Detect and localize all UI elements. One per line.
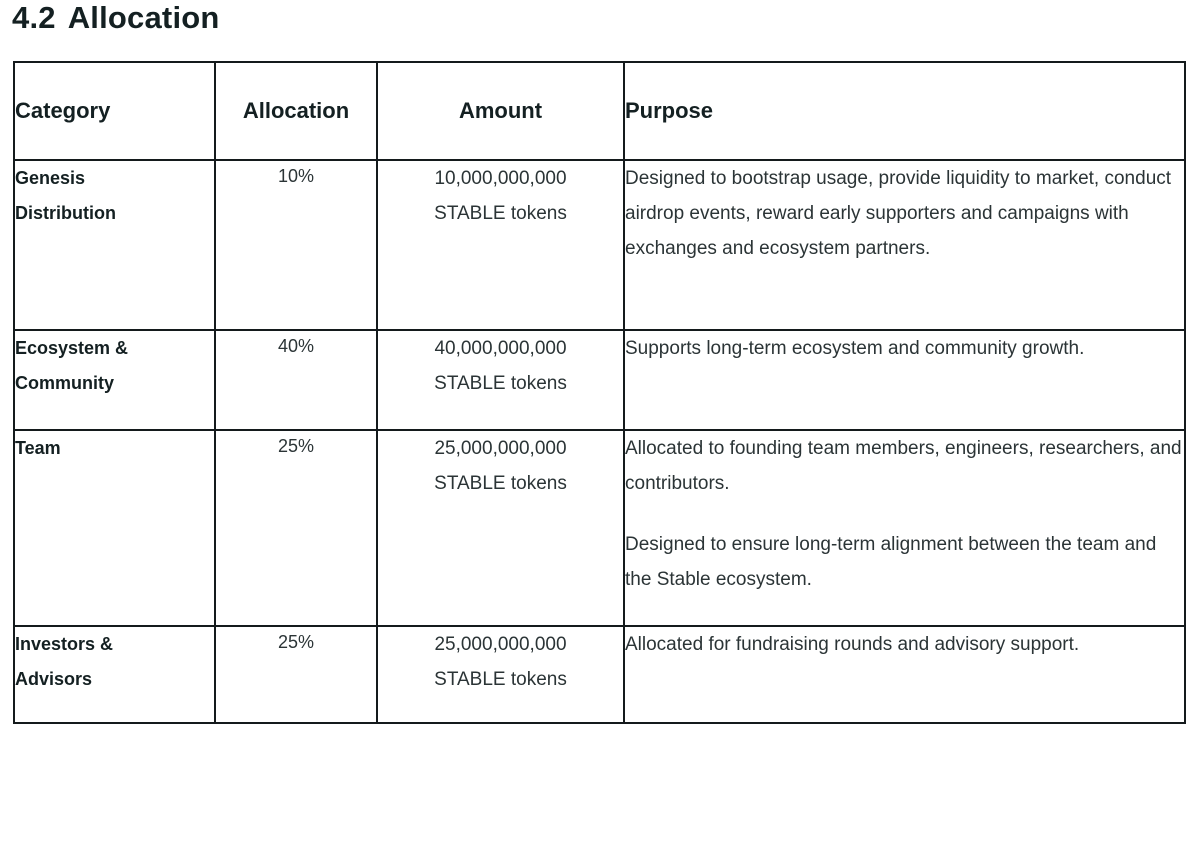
- category-line: Investors &: [15, 634, 114, 654]
- amount-value: 10,000,000,000: [434, 168, 567, 189]
- amount-value: 25,000,000,000: [434, 438, 567, 459]
- purpose-paragraph: Supports long-term ecosystem and community growth.: [625, 338, 1085, 359]
- amount-unit: STABLE tokens: [434, 473, 567, 494]
- header-purpose: Purpose: [624, 62, 1185, 160]
- amount-value: 25,000,000,000: [434, 634, 567, 655]
- table-header-row: [14, 62, 1185, 160]
- purpose-cell: [624, 430, 1185, 626]
- table-row: [14, 160, 1185, 330]
- purpose-paragraph: Allocated for fundraising rounds and advisory support.: [625, 634, 1080, 655]
- category-line: Ecosystem &: [15, 338, 129, 358]
- allocation-cell: 25%: [215, 626, 377, 723]
- amount-unit: STABLE tokens: [434, 203, 567, 224]
- header-amount: Amount: [377, 62, 624, 160]
- amount-value: 40,000,000,000: [434, 338, 567, 359]
- table-row: [14, 430, 1185, 626]
- category-cell: [14, 626, 215, 723]
- category-cell: [14, 330, 215, 430]
- purpose-cell: [624, 330, 1185, 430]
- amount-cell: [377, 430, 624, 626]
- purpose-paragraph: Designed to bootstrap usage, provide liquidity to market, conduct airdrop events, reward early supporters and campaigns with exchanges and ecosystem partners.: [625, 168, 1172, 259]
- section-number: 4.2: [12, 0, 56, 35]
- category-line: Team: [15, 438, 61, 458]
- amount-cell: [377, 330, 624, 430]
- category-line: Distribution: [15, 203, 116, 223]
- table-row: [14, 330, 1185, 430]
- category-cell: [14, 160, 215, 330]
- category-line: Advisors: [15, 669, 93, 689]
- allocation-cell: 40%: [215, 330, 377, 430]
- purpose-paragraph: Allocated to founding team members, engineers, researchers, and contributors.: [625, 438, 1182, 494]
- amount-cell: [377, 626, 624, 723]
- amount-unit: STABLE tokens: [434, 669, 567, 690]
- purpose-cell: [624, 626, 1185, 723]
- amount-cell: [377, 160, 624, 330]
- header-allocation: Allocation: [215, 62, 377, 160]
- category-line: Community: [15, 373, 114, 393]
- amount-unit: STABLE tokens: [434, 373, 567, 394]
- section-title-text: Allocation: [67, 0, 220, 35]
- header-category: Category: [14, 62, 215, 160]
- category-cell: [14, 430, 215, 626]
- purpose-cell: [624, 160, 1185, 330]
- table-row: [14, 626, 1185, 723]
- allocation-cell: 10%: [215, 160, 377, 330]
- section-title: [12, 0, 220, 36]
- allocation-cell: 25%: [215, 430, 377, 626]
- category-line: Genesis: [15, 168, 86, 188]
- purpose-paragraph: Designed to ensure long-term alignment between the team and the Stable ecosystem.: [625, 534, 1157, 590]
- allocation-table: [13, 61, 1186, 724]
